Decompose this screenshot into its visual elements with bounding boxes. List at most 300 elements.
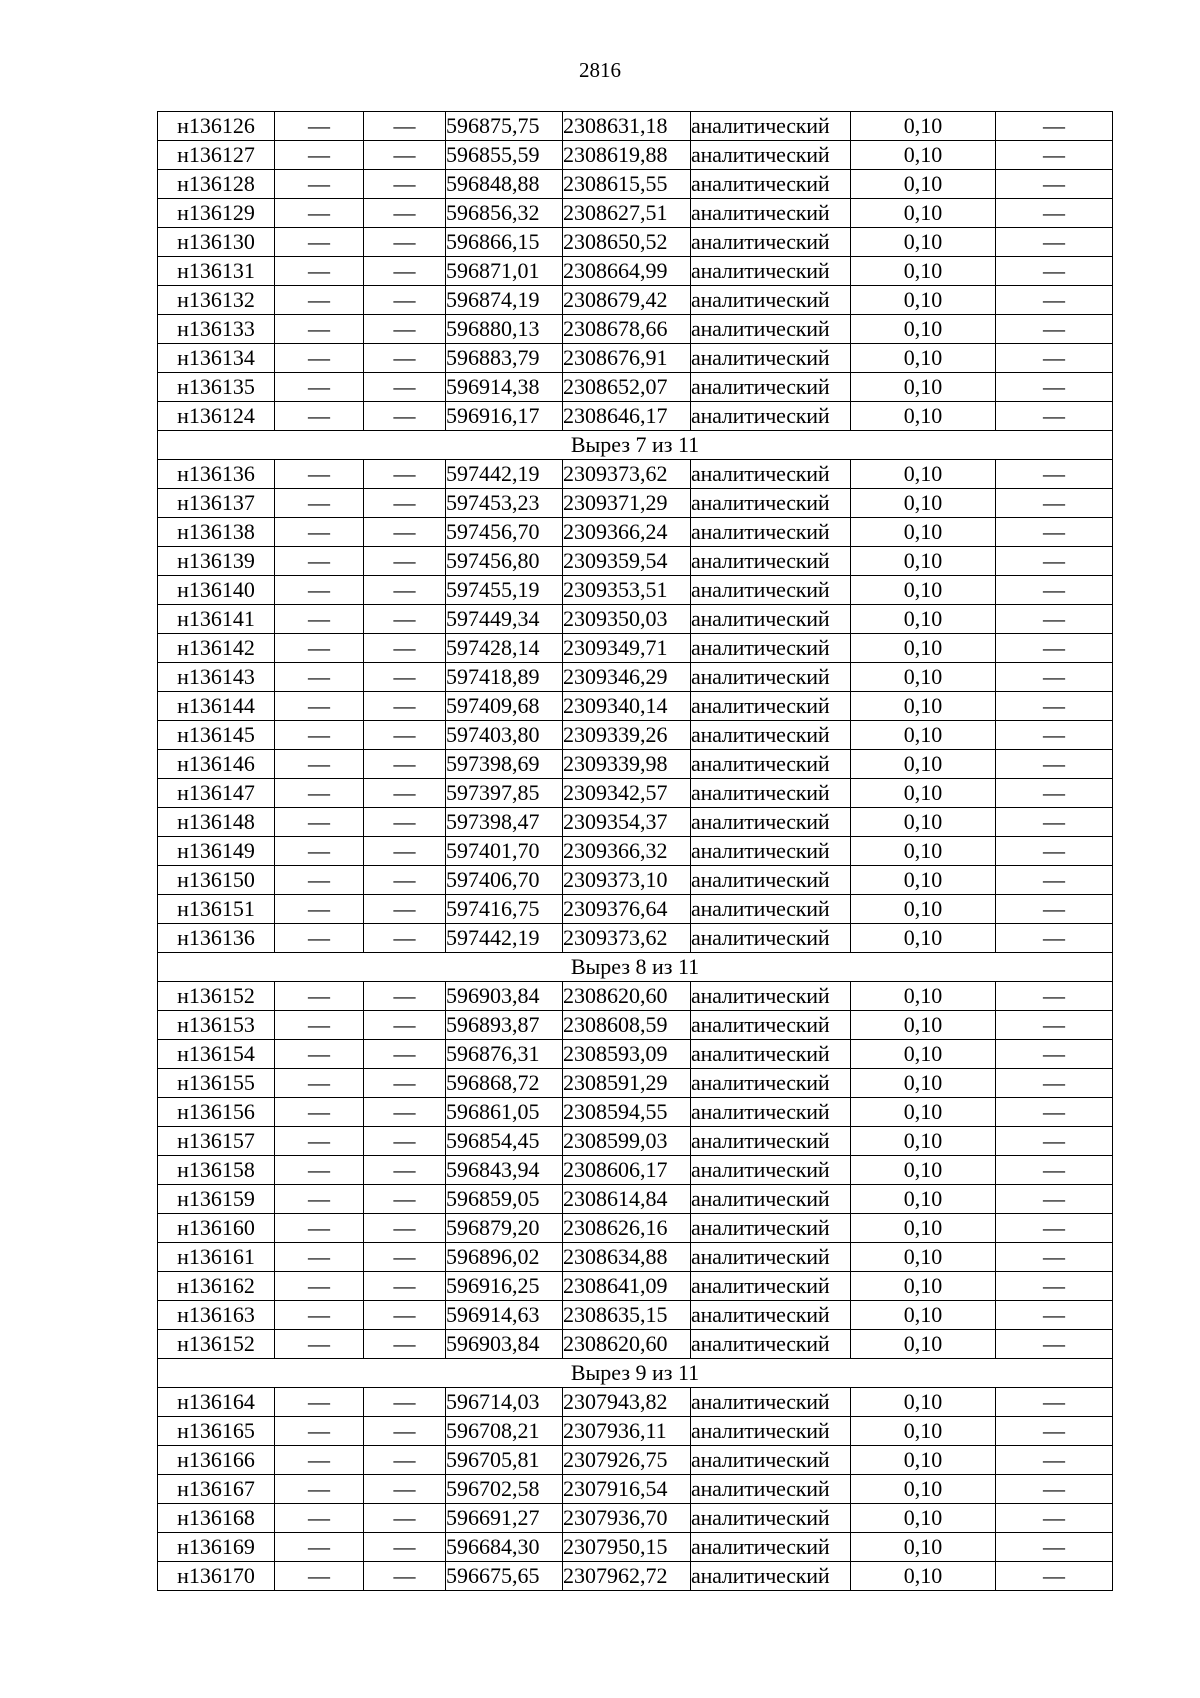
method-cell: аналитический [691,228,851,257]
dash-cell: — [996,170,1113,199]
accuracy-cell: 0,10 [851,837,996,866]
y-coordinate-cell: 2308620,60 [563,982,691,1011]
dash-cell: — [364,460,446,489]
dash-cell: — [996,1127,1113,1156]
dash-cell: — [275,141,364,170]
method-cell: аналитический [691,518,851,547]
dash-cell: — [364,373,446,402]
x-coordinate-cell: 596866,15 [446,228,563,257]
method-cell: аналитический [691,605,851,634]
table-row [158,1446,1113,1475]
method-cell: аналитический [691,1127,851,1156]
y-coordinate-cell: 2308650,52 [563,228,691,257]
point-name-cell: н136139 [158,547,275,576]
dash-cell: — [996,721,1113,750]
point-name-cell: н136158 [158,1156,275,1185]
dash-cell: — [364,402,446,431]
dash-cell: — [275,1040,364,1069]
accuracy-cell: 0,10 [851,112,996,141]
dash-cell: — [996,1388,1113,1417]
dash-cell: — [364,1417,446,1446]
method-cell: аналитический [691,1446,851,1475]
y-coordinate-cell: 2309339,26 [563,721,691,750]
table-row [158,1185,1113,1214]
dash-cell: — [996,460,1113,489]
dash-cell: — [275,1301,364,1330]
x-coordinate-cell: 596879,20 [446,1214,563,1243]
y-coordinate-cell: 2308614,84 [563,1185,691,1214]
point-name-cell: н136136 [158,924,275,953]
dash-cell: — [275,576,364,605]
method-cell: аналитический [691,837,851,866]
dash-cell: — [275,837,364,866]
x-coordinate-cell: 597449,34 [446,605,563,634]
dash-cell: — [275,663,364,692]
accuracy-cell: 0,10 [851,1475,996,1504]
y-coordinate-cell: 2308631,18 [563,112,691,141]
point-name-cell: н136133 [158,315,275,344]
dash-cell: — [275,1214,364,1243]
dash-cell: — [275,1562,364,1591]
method-cell: аналитический [691,692,851,721]
dash-cell: — [996,1417,1113,1446]
x-coordinate-cell: 597428,14 [446,634,563,663]
y-coordinate-cell: 2308634,88 [563,1243,691,1272]
y-coordinate-cell: 2308606,17 [563,1156,691,1185]
table-row [158,924,1113,953]
method-cell: аналитический [691,170,851,199]
method-cell: аналитический [691,460,851,489]
x-coordinate-cell: 596691,27 [446,1504,563,1533]
table-row [158,1417,1113,1446]
table-row [158,634,1113,663]
accuracy-cell: 0,10 [851,489,996,518]
point-name-cell: н136163 [158,1301,275,1330]
y-coordinate-cell: 2309359,54 [563,547,691,576]
dash-cell: — [364,518,446,547]
accuracy-cell: 0,10 [851,1330,996,1359]
accuracy-cell: 0,10 [851,1272,996,1301]
accuracy-cell: 0,10 [851,576,996,605]
x-coordinate-cell: 596896,02 [446,1243,563,1272]
dash-cell: — [996,112,1113,141]
dash-cell: — [364,344,446,373]
table-row [158,460,1113,489]
table-row [158,721,1113,750]
method-cell: аналитический [691,895,851,924]
dash-cell: — [364,1040,446,1069]
section-title-row [158,1359,1113,1388]
dash-cell: — [996,982,1113,1011]
dash-cell: — [275,1417,364,1446]
dash-cell: — [275,1388,364,1417]
x-coordinate-cell: 597456,80 [446,547,563,576]
point-name-cell: н136148 [158,808,275,837]
y-coordinate-cell: 2309373,62 [563,924,691,953]
accuracy-cell: 0,10 [851,1156,996,1185]
dash-cell: — [275,866,364,895]
dash-cell: — [996,634,1113,663]
table-row [158,837,1113,866]
table-row [158,1098,1113,1127]
x-coordinate-cell: 597409,68 [446,692,563,721]
point-name-cell: н136127 [158,141,275,170]
y-coordinate-cell: 2309349,71 [563,634,691,663]
dash-cell: — [364,1098,446,1127]
x-coordinate-cell: 596708,21 [446,1417,563,1446]
section-title: Вырез 9 из 11 [158,1359,1113,1388]
point-name-cell: н136136 [158,460,275,489]
point-name-cell: н136146 [158,750,275,779]
table-row [158,1040,1113,1069]
table-row [158,170,1113,199]
accuracy-cell: 0,10 [851,1388,996,1417]
x-coordinate-cell: 596856,32 [446,199,563,228]
y-coordinate-cell: 2309353,51 [563,576,691,605]
point-name-cell: н136167 [158,1475,275,1504]
dash-cell: — [996,1040,1113,1069]
table-row [158,750,1113,779]
x-coordinate-cell: 597403,80 [446,721,563,750]
dash-cell: — [275,779,364,808]
accuracy-cell: 0,10 [851,315,996,344]
accuracy-cell: 0,10 [851,1562,996,1591]
y-coordinate-cell: 2309373,10 [563,866,691,895]
y-coordinate-cell: 2308641,09 [563,1272,691,1301]
method-cell: аналитический [691,286,851,315]
accuracy-cell: 0,10 [851,344,996,373]
x-coordinate-cell: 597418,89 [446,663,563,692]
dash-cell: — [275,721,364,750]
accuracy-cell: 0,10 [851,1011,996,1040]
accuracy-cell: 0,10 [851,1533,996,1562]
dash-cell: — [364,141,446,170]
y-coordinate-cell: 2309340,14 [563,692,691,721]
x-coordinate-cell: 596871,01 [446,257,563,286]
dash-cell: — [275,1533,364,1562]
y-coordinate-cell: 2308664,99 [563,257,691,286]
accuracy-cell: 0,10 [851,1446,996,1475]
accuracy-cell: 0,10 [851,1243,996,1272]
table-row [158,1475,1113,1504]
x-coordinate-cell: 596861,05 [446,1098,563,1127]
dash-cell: — [275,489,364,518]
x-coordinate-cell: 596880,13 [446,315,563,344]
dash-cell: — [996,1475,1113,1504]
x-coordinate-cell: 597416,75 [446,895,563,924]
point-name-cell: н136169 [158,1533,275,1562]
dash-cell: — [364,721,446,750]
dash-cell: — [364,1214,446,1243]
table-row [158,257,1113,286]
table-row [158,1301,1113,1330]
y-coordinate-cell: 2309346,29 [563,663,691,692]
method-cell: аналитический [691,663,851,692]
section-title: Вырез 7 из 11 [158,431,1113,460]
accuracy-cell: 0,10 [851,924,996,953]
point-name-cell: н136156 [158,1098,275,1127]
dash-cell: — [275,547,364,576]
y-coordinate-cell: 2308615,55 [563,170,691,199]
dash-cell: — [996,1156,1113,1185]
method-cell: аналитический [691,924,851,953]
dash-cell: — [275,170,364,199]
dash-cell: — [996,924,1113,953]
y-coordinate-cell: 2308626,16 [563,1214,691,1243]
accuracy-cell: 0,10 [851,1040,996,1069]
dash-cell: — [996,199,1113,228]
dash-cell: — [996,1330,1113,1359]
method-cell: аналитический [691,721,851,750]
y-coordinate-cell: 2309342,57 [563,779,691,808]
table-row [158,779,1113,808]
accuracy-cell: 0,10 [851,518,996,547]
dash-cell: — [275,518,364,547]
table-row [158,1156,1113,1185]
accuracy-cell: 0,10 [851,1417,996,1446]
method-cell: аналитический [691,1040,851,1069]
dash-cell: — [996,518,1113,547]
point-name-cell: н136138 [158,518,275,547]
dash-cell: — [364,924,446,953]
table-row [158,1069,1113,1098]
x-coordinate-cell: 597453,23 [446,489,563,518]
dash-cell: — [364,1446,446,1475]
y-coordinate-cell: 2308594,55 [563,1098,691,1127]
point-name-cell: н136155 [158,1069,275,1098]
y-coordinate-cell: 2309339,98 [563,750,691,779]
dash-cell: — [996,576,1113,605]
dash-cell: — [996,779,1113,808]
point-name-cell: н136135 [158,373,275,402]
x-coordinate-cell: 596874,19 [446,286,563,315]
point-name-cell: н136145 [158,721,275,750]
method-cell: аналитический [691,1272,851,1301]
y-coordinate-cell: 2308679,42 [563,286,691,315]
method-cell: аналитический [691,1069,851,1098]
method-cell: аналитический [691,402,851,431]
x-coordinate-cell: 596675,65 [446,1562,563,1591]
page-number: 2816 [579,58,621,82]
dash-cell: — [996,837,1113,866]
x-coordinate-cell: 596883,79 [446,344,563,373]
y-coordinate-cell: 2307936,11 [563,1417,691,1446]
dash-cell: — [275,924,364,953]
dash-cell: — [996,1098,1113,1127]
y-coordinate-cell: 2308627,51 [563,199,691,228]
y-coordinate-cell: 2307950,15 [563,1533,691,1562]
method-cell: аналитический [691,373,851,402]
dash-cell: — [364,1562,446,1591]
dash-cell: — [364,1504,446,1533]
point-name-cell: н136150 [158,866,275,895]
accuracy-cell: 0,10 [851,1069,996,1098]
dash-cell: — [364,837,446,866]
dash-cell: — [996,141,1113,170]
dash-cell: — [996,547,1113,576]
point-name-cell: н136166 [158,1446,275,1475]
table-row [158,112,1113,141]
y-coordinate-cell: 2309350,03 [563,605,691,634]
point-name-cell: н136153 [158,1011,275,1040]
dash-cell: — [364,605,446,634]
dash-cell: — [996,1562,1113,1591]
table-row [158,1330,1113,1359]
y-coordinate-cell: 2308635,15 [563,1301,691,1330]
x-coordinate-cell: 597398,69 [446,750,563,779]
y-coordinate-cell: 2309373,62 [563,460,691,489]
table-row [158,866,1113,895]
dash-cell: — [275,808,364,837]
y-coordinate-cell: 2307943,82 [563,1388,691,1417]
table-row [158,1272,1113,1301]
x-coordinate-cell: 596916,25 [446,1272,563,1301]
y-coordinate-cell: 2308676,91 [563,344,691,373]
dash-cell: — [364,634,446,663]
x-coordinate-cell: 596714,03 [446,1388,563,1417]
table-row [158,605,1113,634]
x-coordinate-cell: 597442,19 [446,460,563,489]
method-cell: аналитический [691,808,851,837]
accuracy-cell: 0,10 [851,982,996,1011]
dash-cell: — [996,1011,1113,1040]
y-coordinate-cell: 2307926,75 [563,1446,691,1475]
y-coordinate-cell: 2309366,32 [563,837,691,866]
method-cell: аналитический [691,315,851,344]
table-row [158,141,1113,170]
x-coordinate-cell: 596859,05 [446,1185,563,1214]
y-coordinate-cell: 2309366,24 [563,518,691,547]
table-row [158,982,1113,1011]
y-coordinate-cell: 2309376,64 [563,895,691,924]
accuracy-cell: 0,10 [851,808,996,837]
accuracy-cell: 0,10 [851,634,996,663]
table-row [158,547,1113,576]
dash-cell: — [996,228,1113,257]
dash-cell: — [275,112,364,141]
accuracy-cell: 0,10 [851,866,996,895]
dash-cell: — [364,576,446,605]
dash-cell: — [364,692,446,721]
table-row [158,663,1113,692]
point-name-cell: н136152 [158,1330,275,1359]
method-cell: аналитический [691,1156,851,1185]
point-name-cell: н136131 [158,257,275,286]
dash-cell: — [996,373,1113,402]
point-name-cell: н136160 [158,1214,275,1243]
dash-cell: — [996,1504,1113,1533]
x-coordinate-cell: 596848,88 [446,170,563,199]
dash-cell: — [996,1185,1113,1214]
dash-cell: — [364,1243,446,1272]
dash-cell: — [275,460,364,489]
dash-cell: — [996,1533,1113,1562]
accuracy-cell: 0,10 [851,1127,996,1156]
point-name-cell: н136132 [158,286,275,315]
x-coordinate-cell: 597455,19 [446,576,563,605]
x-coordinate-cell: 597397,85 [446,779,563,808]
accuracy-cell: 0,10 [851,141,996,170]
dash-cell: — [364,257,446,286]
dash-cell: — [996,402,1113,431]
x-coordinate-cell: 597456,70 [446,518,563,547]
point-name-cell: н136159 [158,1185,275,1214]
dash-cell: — [996,1214,1113,1243]
point-name-cell: н136161 [158,1243,275,1272]
dash-cell: — [275,750,364,779]
point-name-cell: н136165 [158,1417,275,1446]
dash-cell: — [275,1446,364,1475]
dash-cell: — [275,1156,364,1185]
method-cell: аналитический [691,141,851,170]
dash-cell: — [275,373,364,402]
dash-cell: — [996,866,1113,895]
x-coordinate-cell: 596855,59 [446,141,563,170]
dash-cell: — [275,1069,364,1098]
dash-cell: — [275,605,364,634]
dash-cell: — [996,286,1113,315]
table-row [158,1504,1113,1533]
dash-cell: — [996,663,1113,692]
dash-cell: — [996,489,1113,518]
dash-cell: — [364,750,446,779]
dash-cell: — [364,779,446,808]
dash-cell: — [364,1301,446,1330]
dash-cell: — [364,1185,446,1214]
accuracy-cell: 0,10 [851,286,996,315]
x-coordinate-cell: 596903,84 [446,1330,563,1359]
y-coordinate-cell: 2307916,54 [563,1475,691,1504]
x-coordinate-cell: 596914,63 [446,1301,563,1330]
dash-cell: — [275,257,364,286]
method-cell: аналитический [691,489,851,518]
coordinates-table [157,111,1113,1591]
dash-cell: — [364,199,446,228]
accuracy-cell: 0,10 [851,373,996,402]
point-name-cell: н136126 [158,112,275,141]
point-name-cell: н136162 [158,1272,275,1301]
point-name-cell: н136168 [158,1504,275,1533]
method-cell: аналитический [691,1533,851,1562]
point-name-cell: н136143 [158,663,275,692]
dash-cell: — [364,663,446,692]
method-cell: аналитический [691,576,851,605]
x-coordinate-cell: 596876,31 [446,1040,563,1069]
x-coordinate-cell: 596702,58 [446,1475,563,1504]
x-coordinate-cell: 596843,94 [446,1156,563,1185]
table-row [158,518,1113,547]
table-row [158,286,1113,315]
dash-cell: — [996,257,1113,286]
point-name-cell: н136152 [158,982,275,1011]
dash-cell: — [275,1011,364,1040]
method-cell: аналитический [691,199,851,228]
table-row [158,1243,1113,1272]
accuracy-cell: 0,10 [851,721,996,750]
dash-cell: — [275,228,364,257]
x-coordinate-cell: 596684,30 [446,1533,563,1562]
method-cell: аналитический [691,1185,851,1214]
method-cell: аналитический [691,982,851,1011]
dash-cell: — [275,895,364,924]
point-name-cell: н136157 [158,1127,275,1156]
dash-cell: — [275,344,364,373]
dash-cell: — [275,286,364,315]
accuracy-cell: 0,10 [851,895,996,924]
point-name-cell: н136134 [158,344,275,373]
method-cell: аналитический [691,1098,851,1127]
y-coordinate-cell: 2308646,17 [563,402,691,431]
